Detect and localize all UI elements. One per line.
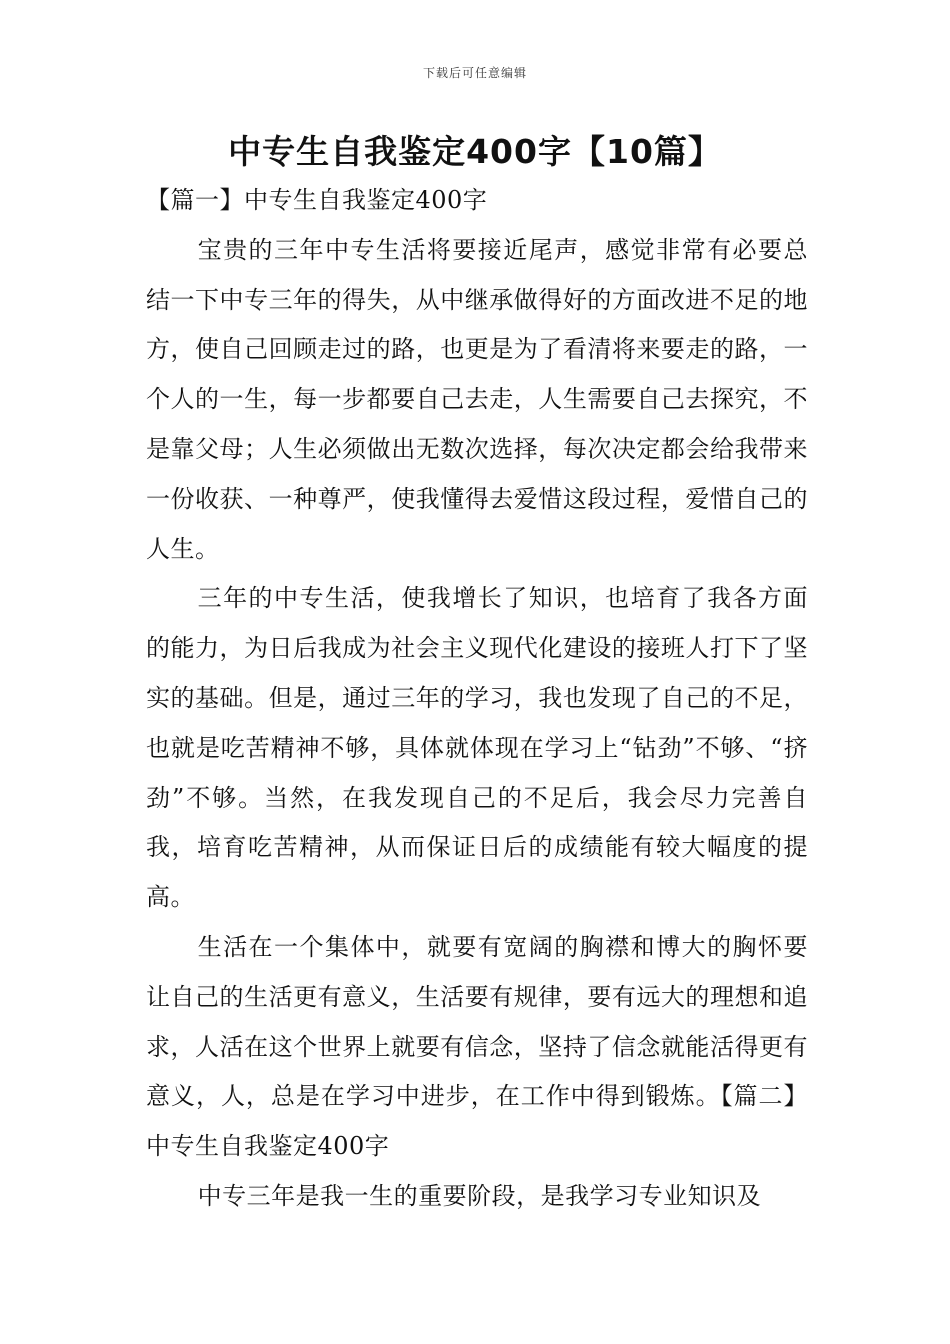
header-note: 下载后可任意编辑 [422, 66, 527, 80]
paragraph-3-text: 生活在一个集体中，就要有宽阔的胸襟和博大的胸怀要让自己的生活更有意义，生活要有规律，要有远大的理想和追求，人活在这个世界上就要有信念，坚持了信念就能活得更有意义，人，总是在学习中进步，在工作中得到锻炼。 [146, 932, 808, 1111]
section-heading-1: 【篇一】中专生自我鉴定400字 [146, 186, 488, 214]
section-heading-2: 【篇二】中专生自我鉴定400字 [146, 1082, 809, 1161]
document-title: 中专生自我鉴定400字【10篇】 [228, 132, 722, 171]
paragraph-4: 中专三年是我一生的重要阶段，是我学习专业知识及 [197, 1181, 762, 1210]
paragraph-3 [146, 923, 808, 1172]
paragraph-1: 宝贵的三年中专生活将要接近尾声，感觉非常有必要总结一下中专三年的得失，从中继承做得好的方面改进不足的地方，使自己回顾走过的路，也更是为了看清将来要走的路，一个人的一生，每一步都要自己去走，人生需要自己去探究，不是靠父母；人生必须做出无数次选择，每次决定都会给我带来一份收获、一种尊严，使我懂得去爱惜这段过程，爱惜自己的人生。 [146, 235, 808, 563]
document-body [146, 176, 808, 1222]
paragraph-2: 三年的中专生活，使我增长了知识，也培育了我各方面的能力，为日后我成为社会主义现代化建设的接班人打下了坚实的基础。但是，通过三年的学习，我也发现了自己的不足，也就是吃苦精神不够，具体就体现在学习上“钻劲”不够、“挤劲”不够。当然，在我发现自己的不足后，我会尽力完善自我，培育吃苦精神，从而保证日后的成绩能有较大幅度的提高。 [146, 584, 808, 912]
